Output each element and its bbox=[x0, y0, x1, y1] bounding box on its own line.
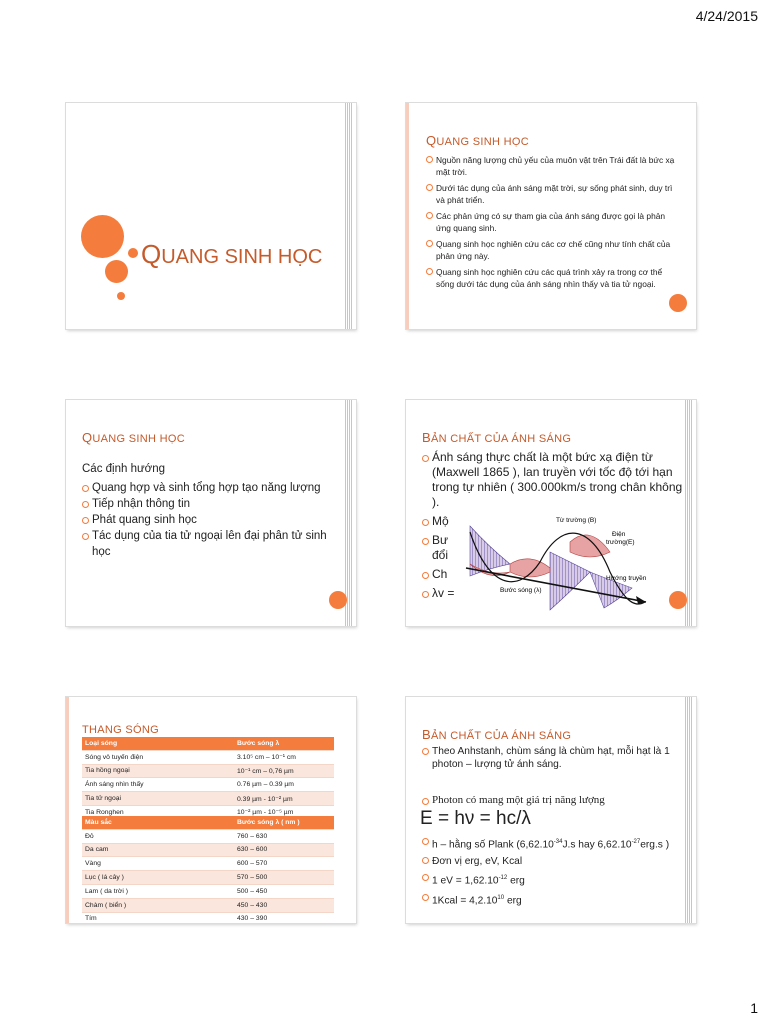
bullet-icon bbox=[426, 268, 433, 275]
table-row bbox=[82, 912, 334, 923]
slide-title: QUANG SINH HỌC bbox=[82, 430, 185, 445]
table-row bbox=[82, 792, 334, 806]
bullet-icon bbox=[422, 455, 429, 462]
table-cell: 630 – 600 bbox=[234, 843, 334, 857]
slide-2 bbox=[406, 103, 696, 329]
list-item: Quang sinh học nghiên cứu các cơ chế cũng như tính chất của phản ứng này. bbox=[426, 239, 681, 262]
wave-scale-table bbox=[82, 737, 334, 820]
slide-subtitle: Các định hướng bbox=[82, 463, 166, 475]
table-cell: 0.39 µm - 10⁻² µm bbox=[234, 792, 334, 806]
bullet-icon bbox=[82, 533, 89, 540]
list-item: Photon có mang một giá trị năng lượng bbox=[422, 794, 605, 806]
slide-title: QUANG SINH HỌC bbox=[426, 133, 529, 148]
decorative-dot bbox=[669, 591, 687, 609]
slide-1 bbox=[66, 103, 356, 329]
list-item: Quang sinh học nghiên cứu các quá trình xảy ra trong cơ thể sống dưới tác dụng của ánh sáng nhìn thấy và tia tử ngoại. bbox=[426, 267, 681, 290]
table-cell: Tím bbox=[82, 912, 234, 923]
decorative-dot bbox=[329, 591, 347, 609]
decorative-stripes bbox=[66, 697, 69, 923]
page-number: 1 bbox=[750, 1000, 758, 1016]
slide-title: BẢN CHẤT CỦA ÁNH SÁNG bbox=[422, 727, 572, 742]
list-item: Phát quang sinh học bbox=[82, 512, 337, 528]
bullet-list bbox=[426, 155, 681, 295]
table-cell: Chàm ( biển ) bbox=[82, 898, 234, 912]
slide-3 bbox=[66, 400, 356, 626]
bullet-icon bbox=[426, 212, 433, 219]
table-cell: Tia tử ngoại bbox=[82, 792, 234, 806]
table-cell: Lục ( lá cây ) bbox=[82, 871, 234, 885]
table-cell: Sóng vô tuyến điện bbox=[82, 750, 234, 764]
slide-6 bbox=[406, 697, 696, 923]
table-cell: 500 – 450 bbox=[234, 884, 334, 898]
table-row bbox=[82, 829, 334, 843]
slide-title: THANG SÓNG bbox=[82, 724, 159, 736]
bullet-icon bbox=[422, 519, 429, 526]
decorative-stripes bbox=[344, 103, 352, 329]
electric-field-label-2: trường(E) bbox=[606, 539, 635, 546]
table-cell: Tia Ronghen bbox=[82, 805, 234, 819]
list-item: 1Kcal = $4,2.10^{10}$ erg bbox=[422, 890, 696, 909]
list-item: Ánh sáng thực chất là một bức xạ điện từ (Maxwell 1865 ), lan truyền với tốc độ tới hạn trong tự nhiên ( 300.000km/s trong chân không ). bbox=[422, 450, 687, 510]
list-item: Tác dụng của tia tử ngoại lên đại phân tử sinh học bbox=[82, 528, 337, 560]
bullet-icon bbox=[422, 798, 429, 805]
slide-5 bbox=[66, 697, 356, 923]
bullet-icon bbox=[426, 240, 433, 247]
decorative-stripes bbox=[344, 400, 352, 626]
page-date: 4/24/2015 bbox=[695, 8, 758, 24]
bullet-icon bbox=[82, 501, 89, 508]
list-item: Quang hợp và sinh tổng hợp tạo năng lượng bbox=[82, 480, 337, 496]
decorative-circle-small bbox=[128, 248, 138, 258]
table-cell: 10⁻¹ cm – 0,76 µm bbox=[234, 764, 334, 778]
bullet-icon bbox=[426, 184, 433, 191]
slide-4 bbox=[406, 400, 696, 626]
bullet-icon bbox=[422, 874, 429, 881]
table-cell: 430 – 390 bbox=[234, 912, 334, 923]
list-item: Theo Anhstanh, chùm sáng là chùm hạt, mỗi hạt là 1 photon – lượng tử ánh sáng. bbox=[422, 745, 692, 771]
list-item: Bư đổi bbox=[422, 533, 687, 563]
table-row bbox=[82, 778, 334, 792]
table-cell: Lam ( da trời ) bbox=[82, 884, 234, 898]
bullet-list bbox=[422, 834, 696, 909]
bullet-icon bbox=[426, 156, 433, 163]
table-row bbox=[82, 857, 334, 871]
list-item: Các phản ứng có sự tham gia của ánh sáng được gọi là phản ứng quang sinh. bbox=[426, 211, 681, 234]
table-cell: 10⁻² µm - 10⁻⁵ µm bbox=[234, 805, 334, 819]
decorative-dot bbox=[669, 294, 687, 312]
table-row bbox=[82, 843, 334, 857]
list-item: Dưới tác dụng của ánh sáng mặt trời, sự sống phát sinh, duy trì và phát triển. bbox=[426, 183, 681, 206]
table-cell: Ánh sáng nhìn thấy bbox=[82, 778, 234, 792]
table-header-cell: Loại sóng bbox=[82, 737, 234, 750]
bullet-icon bbox=[422, 748, 429, 755]
table-cell: 600 – 570 bbox=[234, 857, 334, 871]
table-cell: Vàng bbox=[82, 857, 234, 871]
table-row bbox=[82, 871, 334, 885]
slide-title: QUANG SINH HỌC bbox=[141, 239, 323, 269]
bullet-icon bbox=[422, 538, 429, 545]
table-row bbox=[82, 750, 334, 764]
table-cell: 3.10⁵ cm – 10⁻¹ cm bbox=[234, 750, 334, 764]
list-item: 1 eV = $1,62.10^{-12}$ erg bbox=[422, 870, 696, 889]
decorative-stripes bbox=[406, 103, 409, 329]
list-item: h – hằng số Plank ($6,62.10^{-34}J.s$ hay $6,62.10^{-27}erg.s$ ) bbox=[422, 834, 696, 853]
list-item: λv = bbox=[422, 586, 687, 601]
bullet-icon bbox=[422, 838, 429, 845]
list-item: Đơn vị erg, eV, Kcal bbox=[422, 853, 696, 870]
list-item: Ch bbox=[422, 567, 687, 582]
color-wavelength-table bbox=[82, 816, 334, 923]
wavelength-label: Bước sóng (λ) bbox=[500, 587, 542, 594]
decorative-circle-large bbox=[81, 215, 124, 258]
table-cell: Đỏ bbox=[82, 829, 234, 843]
table-row bbox=[82, 884, 334, 898]
table-cell: Tia hồng ngoại bbox=[82, 764, 234, 778]
table-header-cell: Bước sóng λ bbox=[234, 737, 334, 750]
table-cell: 570 – 500 bbox=[234, 871, 334, 885]
table-cell: Da cam bbox=[82, 843, 234, 857]
bullet-list bbox=[82, 480, 337, 560]
bullet-icon bbox=[422, 572, 429, 579]
electromagnetic-wave-figure bbox=[460, 512, 653, 616]
list-item: Tiếp nhận thông tin bbox=[82, 496, 337, 512]
table-cell: 760 – 630 bbox=[234, 829, 334, 843]
bullet-list bbox=[422, 794, 605, 806]
bullet-icon bbox=[422, 857, 429, 864]
table-header-row bbox=[82, 737, 334, 750]
table-cell: 450 – 430 bbox=[234, 898, 334, 912]
table-row bbox=[82, 764, 334, 778]
propagation-direction-label: Hướng truyền bbox=[606, 575, 647, 582]
table-header-row bbox=[82, 816, 334, 829]
decorative-circle-medium bbox=[105, 260, 128, 283]
table-header-cell: Bước sóng λ ( nm ) bbox=[234, 816, 334, 829]
slide-title: BẢN CHẤT CỦA ÁNH SÁNG bbox=[422, 430, 572, 445]
list-item: Nguồn năng lượng chủ yếu của muôn vật trên Trái đất là bức xạ mặt trời. bbox=[426, 155, 681, 178]
decorative-circle-tiny bbox=[117, 292, 125, 300]
table-row bbox=[82, 898, 334, 912]
bullet-icon bbox=[82, 485, 89, 492]
bullet-list bbox=[422, 745, 692, 771]
bullet-icon bbox=[422, 591, 429, 598]
table-cell: 0.76 µm – 0.39 µm bbox=[234, 778, 334, 792]
table-header-cell: Màu sắc bbox=[82, 816, 234, 829]
magnetic-field-label: Từ trường (B) bbox=[556, 517, 597, 524]
electric-field-label-1: Điện bbox=[612, 531, 626, 538]
list-item: Mộ bbox=[422, 514, 687, 529]
energy-formula: E = hν = hc/λ bbox=[420, 808, 531, 829]
bullet-icon bbox=[422, 894, 429, 901]
bullet-icon bbox=[82, 517, 89, 524]
